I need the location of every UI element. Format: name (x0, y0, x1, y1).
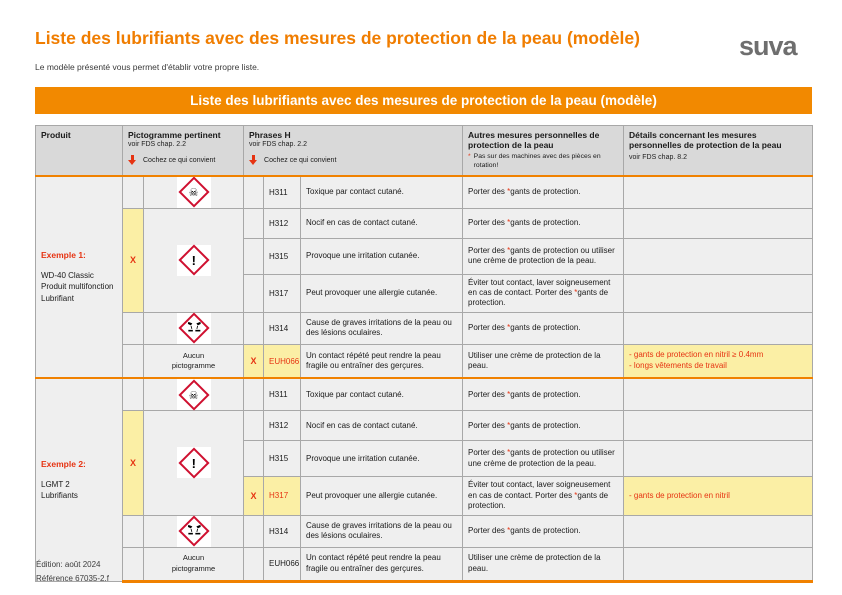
details-text: - gants de protection en nitril (629, 490, 730, 500)
table-row (36, 208, 813, 238)
hphrase-code: H314 (264, 312, 301, 344)
autres-note: Pas sur des machines avec des pièces en rotation! (473, 153, 601, 169)
pictogram-cell (144, 208, 244, 312)
measure-text: Porter des *gants de protection. (463, 515, 624, 547)
phrase-checkbox-cell-checked (244, 344, 264, 378)
arrow-down-icon (128, 155, 136, 165)
hphrase-code: H317 (264, 274, 301, 312)
hphrase-text: Toxique par contact cutané. (301, 378, 463, 411)
pictogram-cell (144, 411, 244, 515)
hphrase-code: H317 (264, 477, 301, 515)
corrosion-icon (178, 313, 209, 344)
cochez-label: Cochez ce qui convient (143, 156, 216, 164)
phrase-checkbox-cell (244, 378, 264, 411)
skull-crossbones-icon: ☠ (178, 177, 209, 208)
hphrase-code: EUH066 (264, 344, 301, 378)
details-cell (624, 515, 813, 547)
hphrase-text: Provoque une irritation cutanée. (301, 238, 463, 274)
measure-text: Porter des *gants de protection. (463, 378, 624, 411)
measure-text: Porter des *gants de protection. (463, 176, 624, 209)
check-mark: X (250, 356, 257, 367)
pictogram-cell (144, 312, 244, 344)
hphrase-code: H312 (264, 411, 301, 441)
footer-edition: Édition: août 2024 (36, 560, 101, 569)
lubricants-table (35, 125, 813, 583)
col-header-autres-mesures (463, 126, 624, 176)
phrase-checkbox-cell-checked (244, 477, 264, 515)
table-row (36, 176, 813, 209)
phrase-checkbox-cell (244, 208, 264, 238)
example-label: Exemple 1: (41, 250, 86, 261)
measure-text: Porter des *gants de protection ou utiliser une crème de protection de la peau. (463, 441, 624, 477)
table-row (36, 411, 813, 441)
hphrase-code: H312 (264, 208, 301, 238)
hphrase-code: H315 (264, 441, 301, 477)
pictogram-checkbox-cell-checked (123, 208, 144, 312)
product-name: WD-40 Classic (41, 271, 94, 281)
product-name: Lubrifiants (41, 490, 78, 500)
pictogram-checkbox-cell (123, 176, 144, 209)
no-pictogram-cell: Aucun pictogramme (144, 344, 244, 378)
details-cell (624, 274, 813, 312)
measure-text: Porter des *gants de protection. (463, 312, 624, 344)
pictogramme-fds-note: voir FDS chap. 2.2 (128, 141, 186, 148)
asterisk-marker: * (507, 389, 511, 399)
check-mark: X (129, 255, 136, 266)
product-name: LGMT 2 (41, 479, 70, 489)
pictogram-checkbox-cell (123, 515, 144, 547)
skull-crossbones-icon: ☠ (178, 379, 209, 410)
phrase-checkbox-cell (244, 411, 264, 441)
product-name: Produit multifonction (41, 282, 114, 292)
exclamation-icon: ! (178, 447, 209, 478)
phrase-checkbox-cell (244, 176, 264, 209)
page-subtitle: Le modèle présenté vous permet d'établir votre propre liste. (35, 62, 260, 72)
product-cell-example-2 (36, 378, 123, 581)
corrosion-icon (178, 515, 209, 546)
details-cell (624, 312, 813, 344)
asterisk-marker: * (507, 245, 511, 255)
measure-text: Porter des *gants de protection. (463, 411, 624, 441)
pictogram-checkbox-cell (123, 344, 144, 378)
pictogram-cell (144, 176, 244, 209)
hphrase-text: Un contact répété peut rendre la peau fragile ou entraîner des gerçures. (301, 344, 463, 378)
phrase-checkbox-cell (244, 238, 264, 274)
phrase-checkbox-cell (244, 274, 264, 312)
no-pictogram-cell: Aucun pictogramme (144, 547, 244, 581)
pictogram-cell (144, 515, 244, 547)
table-header-row (36, 126, 813, 176)
details-cell (624, 238, 813, 274)
details-cell (624, 411, 813, 441)
col-header-details-label: Détails concernant les mesures personnelles de protection de la peau (629, 130, 782, 150)
table-row (36, 312, 813, 344)
phrase-checkbox-cell (244, 441, 264, 477)
asterisk-marker: * (507, 323, 511, 333)
col-header-pictogramme (123, 126, 244, 176)
hphrase-code: H314 (264, 515, 301, 547)
col-header-phrases-label: Phrases H (249, 130, 291, 140)
measure-text: Éviter tout contact, laver soigneusement en cas de contact. Porter des *gants de protection. (463, 477, 624, 515)
col-header-autres-label: Autres mesures personnelles de protection de la peau (468, 130, 600, 150)
hphrase-text: Cause de graves irritations de la peau ou des lésions oculaires. (301, 312, 463, 344)
asterisk-marker: * (574, 288, 578, 298)
details-cell (624, 208, 813, 238)
pictogram-checkbox-cell (123, 378, 144, 411)
hphrase-text: Provoque une irritation cutanée. (301, 441, 463, 477)
page-footer (36, 558, 109, 587)
asterisk-marker: * (507, 420, 511, 430)
hphrase-text: Toxique par contact cutané. (301, 176, 463, 209)
asterisk-marker: * (468, 153, 471, 160)
phrase-checkbox-cell (244, 515, 264, 547)
details-cell-highlighted (624, 344, 813, 378)
details-cell (624, 378, 813, 411)
measure-text: Porter des *gants de protection ou utiliser une crème de protection de la peau. (463, 238, 624, 274)
measure-text: Utiliser une crème de protection de la peau. (463, 547, 624, 581)
col-header-produit: Produit (36, 126, 123, 176)
details-cell (624, 547, 813, 581)
table-row (36, 515, 813, 547)
check-mark: X (250, 490, 257, 501)
col-header-pictogramme-label: Pictogramme pertinent (128, 130, 221, 140)
asterisk-marker: * (507, 525, 511, 535)
details-cell-highlighted (624, 477, 813, 515)
phrases-fds-note: voir FDS chap. 2.2 (249, 141, 307, 148)
table-row (36, 344, 813, 378)
phrase-checkbox-cell (244, 547, 264, 581)
example-label: Exemple 2: (41, 458, 86, 469)
cochez-label: Cochez ce qui convient (264, 156, 337, 164)
phrase-checkbox-cell (244, 312, 264, 344)
asterisk-marker: * (574, 490, 578, 500)
hphrase-code: H311 (264, 176, 301, 209)
hphrase-text: Nocif en cas de contact cutané. (301, 208, 463, 238)
col-header-details (624, 126, 813, 176)
product-name: Lubrifiant (41, 293, 74, 303)
asterisk-marker: * (507, 217, 511, 227)
details-text: - gants de protection en nitril ≥ 0.4mm (629, 350, 764, 360)
hphrase-code: H315 (264, 238, 301, 274)
measure-text: Éviter tout contact, laver soigneusement en cas de contact. Porter des *gants de protection. (463, 274, 624, 312)
banner-title: Liste des lubrifiants avec des mesures de protection de la peau (modèle) (35, 87, 812, 114)
col-header-phrases-h (244, 126, 463, 176)
details-fds-note: voir FDS chap. 8.2 (629, 154, 687, 161)
hphrase-code: H311 (264, 378, 301, 411)
measure-text: Utiliser une crème de protection de la peau. (463, 344, 624, 378)
table-row (36, 378, 813, 411)
page-title: Liste des lubrifiants avec des mesures de protection de la peau (modèle) (35, 28, 640, 48)
hphrase-text: Peut provoquer une allergie cutanée. (301, 274, 463, 312)
measure-text: Porter des *gants de protection. (463, 208, 624, 238)
product-cell-example-1 (36, 176, 123, 379)
exclamation-icon: ! (178, 245, 209, 276)
hphrase-text: Cause de graves irritations de la peau ou des lésions oculaires. (301, 515, 463, 547)
pictogram-checkbox-cell-checked (123, 411, 144, 515)
pictogram-checkbox-cell (123, 312, 144, 344)
hphrase-text: Peut provoquer une allergie cutanée. (301, 477, 463, 515)
hphrase-text: Un contact répété peut rendre la peau fragile ou entraîner des gerçures. (301, 547, 463, 581)
suva-logo: suva (739, 31, 797, 61)
hphrase-code: EUH066 (264, 547, 301, 581)
asterisk-marker: * (507, 448, 511, 458)
arrow-down-icon (249, 155, 257, 165)
hphrase-text: Nocif en cas de contact cutané. (301, 411, 463, 441)
details-cell (624, 176, 813, 209)
pictogram-cell (144, 378, 244, 411)
check-mark: X (129, 457, 136, 468)
details-text: - longs vêtements de travail (629, 361, 727, 371)
table-row (36, 547, 813, 581)
pictogram-checkbox-cell (123, 547, 144, 581)
asterisk-marker: * (507, 186, 511, 196)
footer-reference: Référence 67035-2.f (36, 574, 109, 584)
details-cell (624, 441, 813, 477)
